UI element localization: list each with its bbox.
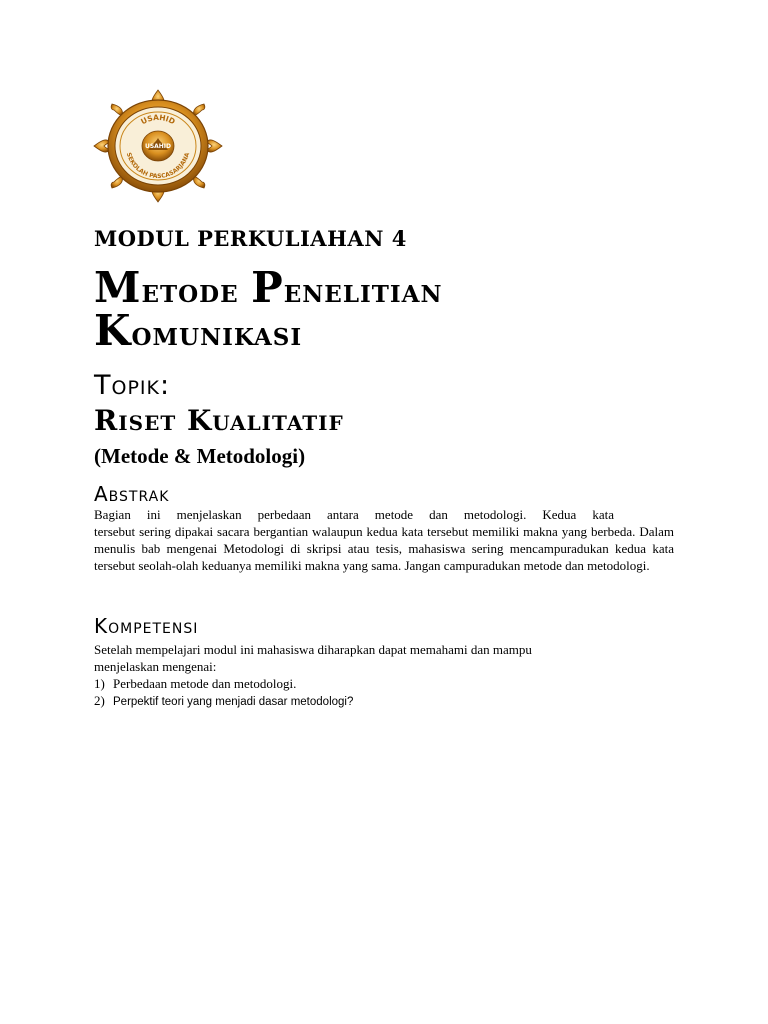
competence-item-1-number: 1) [94,676,105,691]
competence-intro-line-2: menjelaskan mengenai: [94,659,217,674]
logo-arc-text: SEKOLAH PASCASARJANA [124,151,192,181]
abstract-line-1: Bagian ini menjelaskan perbedaan antara metode dan metodologi. Kedua kata [94,507,614,522]
abstract-line-2: tersebut sering dipakai sacara bergantian walaupun kedua kata tersebut memiliki makna yang berbeda. Dalam menulis bab mengenai Metodologi di skripsi atau tesis, mahasiswa sering mencampuradukan kedua kata tersebut seolah-olah keduanya memiliki makna yang sama. Jangan campuradukan metode dan metodologi. [94,524,674,573]
module-label: MODUL PERKULIAHAN 4 [94,226,407,251]
title-cap-k: K [94,306,132,355]
competence-intro-line-1: Setelah mempelajari modul ini mahasiswa diharapkan dapat memahami dan mampu [94,642,532,657]
topic-subtitle: (Metode & Metodologi) [94,444,306,468]
logo-center-text: USAHID [144,143,172,150]
competence-body [94,641,674,711]
topic-title: Riset Kualitatif [94,404,344,437]
competence-item-2 [94,692,674,711]
usahid-logo [92,88,224,204]
competence-item-2-text: Perpektif teori yang menjadi dasar metodologi? [113,696,354,708]
competence-heading: Kompetensi [94,614,199,638]
title-word-3: omunikasi [131,314,303,353]
title-cap-m: M [94,263,142,312]
title-word-2: enelitian [283,271,443,310]
competence-item-2-number: 2) [94,693,105,708]
competence-item-1 [94,675,674,692]
logo-top-text: USAHID [139,112,177,127]
competence-item-1-text: Perbedaan metode dan metodologi. [113,676,297,691]
course-title [94,263,714,355]
title-word-1: etode [141,271,252,310]
abstract-body [94,506,674,574]
abstract-heading: Abstrak [94,482,170,506]
title-cap-p: P [251,263,284,312]
topic-label: Topik: [94,370,171,401]
